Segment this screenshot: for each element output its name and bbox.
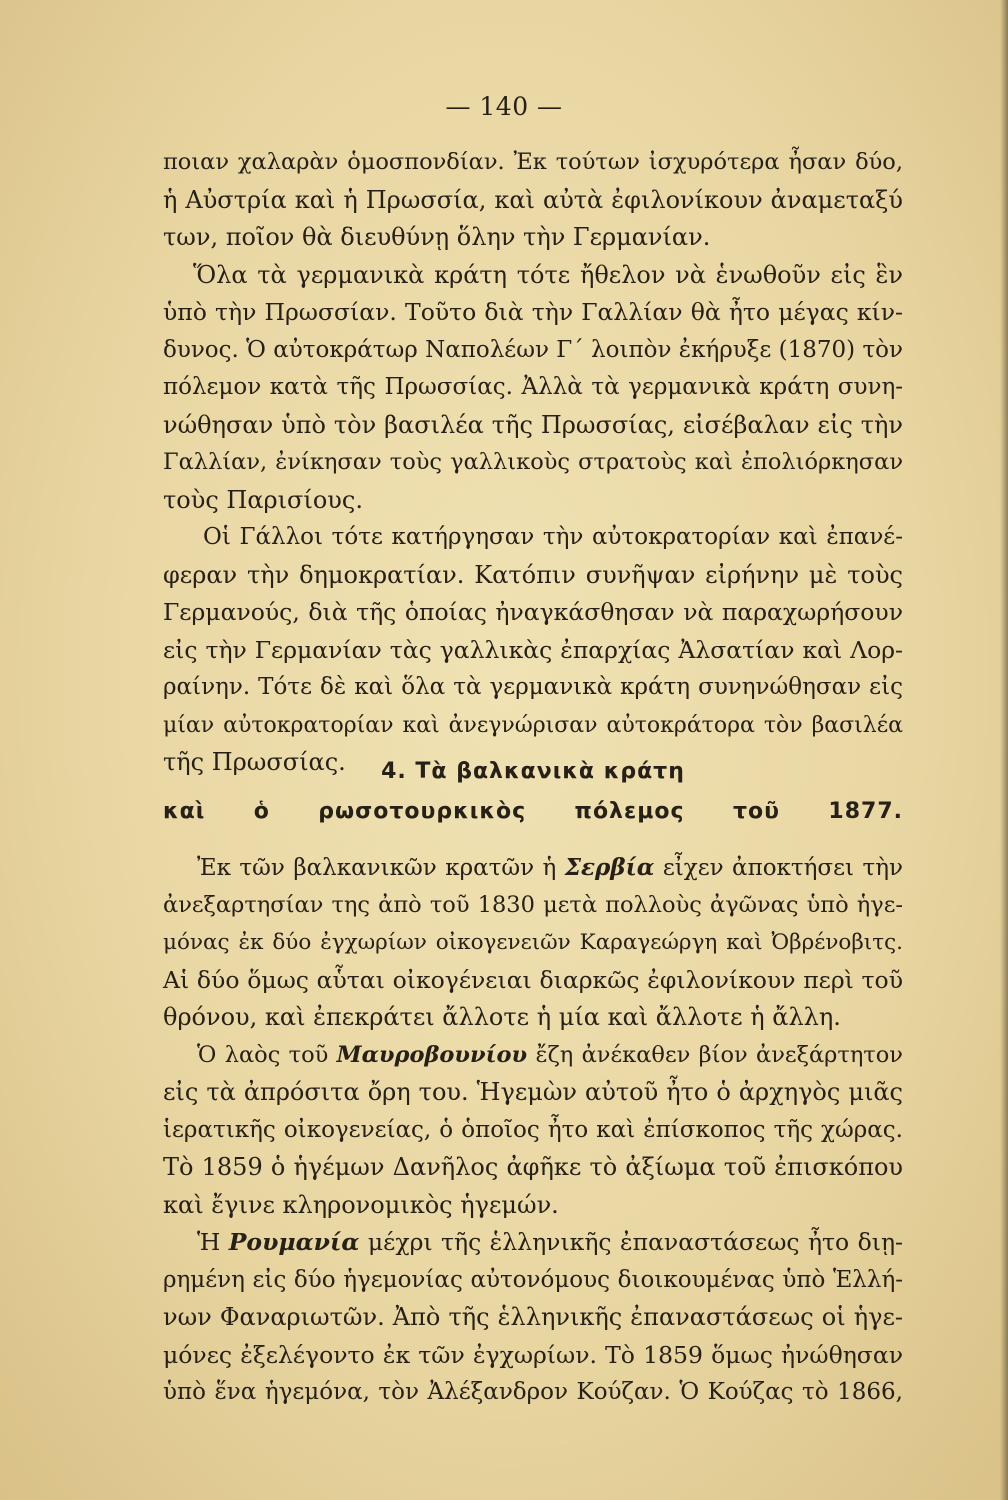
text-line: Γερμανούς, διὰ τῆς ὁποίας ἠναγκάσθησαν νὰ παραχωρήσουν [163,598,903,626]
text-line: ποιαν χαλαρὰν ὁμοσπονδίαν. Ἐκ τούτων ἰσχυρότερα ἦσαν δύο, [163,149,903,175]
text-line: μίαν αὐτοκρατορίαν καὶ ἀνεγνώρισαν αὐτοκράτορα τὸν βασιλέα [163,712,903,738]
text-line: μόνες ἐξελέγοντο ἐκ τῶν ἐγχωρίων. Τὸ 1859 ὅμως ἠνώθησαν [163,1340,903,1369]
text-block-germany [163,144,903,782]
text-line: ἀνεξαρτησίαν της ἀπὸ τοῦ 1830 μετὰ πολλοὺς ἀγῶνας ὑπὸ ἡγε- [163,891,903,918]
text-line: φεραν τὴν δημοκρατίαν. Κατόπιν συνῆψαν εἰρήνην μὲ τοὺς [163,560,903,589]
text-line: ἡ Αὐστρία καὶ ἡ Πρωσσία, καὶ αὐτὰ ἐφιλονίκουν ἀναμεταξύ [163,185,903,214]
text-line: Οἱ Γάλλοι τότε κατήργησαν τὴν αὐτοκρατορίαν καὶ ἐπανέ- [203,524,903,550]
text-line: νων Φαναριωτῶν. Ἀπὸ τῆς ἑλληνικῆς ἐπαναστάσεως οἱ ἡγε- [163,1303,903,1331]
text-line: θρόνου, καὶ ἐπεκράτει ἄλλοτε ἡ μία καὶ ἄλλοτε ἡ ἄλλη. [163,1003,841,1031]
text-segment: Ἐκ τῶν βαλκανικῶν κρατῶν ἡ [197,855,565,881]
text-segment: εἶχεν ἀποκτήσει τὴν [654,855,903,881]
text-line: των, ποῖον θὰ διευθύνῃ ὅλην τὴν Γερμανίαν. [163,223,711,251]
text-line: καὶ ἔγινε κληρονομικὸς ἡγεμών. [163,1190,559,1219]
text-line: δυνος. Ὁ αὐτοκράτωρ Ναπολέων Γ΄ λοιπὸν ἐκήρυξε (1870) τὸν [163,336,903,363]
text-line [163,1037,903,1075]
country-name-romania: Ρουμανία [228,1228,360,1256]
page-number: — 140 — [445,92,563,121]
section-heading-line-1: 4. Τὰ βαλκανικὰ κράτη [381,759,685,784]
text-line: Τὸ 1859 ὁ ἡγέμων Δανῆλος ἀφῆκε τὸ ἀξίωμα τοῦ ἐπισκόπου [163,1153,903,1181]
country-name-montenegro: Μαυροβουνίου [336,1041,528,1068]
text-line [163,1224,903,1262]
text-segment: Ἡ [197,1228,229,1256]
text-line: ραίνην. Τότε δὲ καὶ ὅλα τὰ γερμανικὰ κράτη συνηνώθησαν εἰς [163,674,903,700]
section-heading-line-2: καὶ ὁ ρωσοτουρκικὸς πόλεμος τοῦ 1877. [163,799,903,824]
text-line: τῆς Πρωσσίας. [163,748,346,776]
text-line: εἰς τὰ ἀπρόσιτα ὄρη του. Ἡγεμὼν αὐτοῦ ἦτο ὁ ἀρχηγὸς μιᾶς [163,1078,903,1106]
text-line: νώθησαν ὑπὸ τὸν βασιλέα τῆς Πρωσσίας, εἰσέβαλαν εἰς τὴν [163,410,903,439]
page-edge-shadow [1000,0,1008,1500]
text-segment: μέχρι τῆς ἑλληνικῆς ἐπαναστάσεως ἦτο διῃ- [359,1228,903,1256]
text-line: πόλεμον κατὰ τῆς Πρωσσίας. Ἀλλὰ τὰ γερμανικὰ κράτη συνη- [163,374,903,400]
text-line: ὑπὸ τὴν Πρωσσίαν. Τοῦτο διὰ τὴν Γαλλίαν θὰ ἦτο μέγας κίν- [163,298,903,326]
text-line: Γαλλίαν, ἐνίκησαν τοὺς γαλλικοὺς στρατοὺς καὶ ἐπολιόρκησαν [163,449,903,475]
text-line: Ὅλα τὰ γερμανικὰ κράτη τότε ἤθελον νὰ ἑνωθοῦν εἰς ἓν [193,260,903,289]
text-line: ἱερατικῆς οἰκογενείας, ὁ ὁποῖος ἦτο καὶ ἐπίσκοπος τῆς χώρας. [163,1116,903,1143]
text-line: τοὺς Παρισίους. [163,485,363,514]
text-line: ὑπὸ ἕνα ἡγεμόνα, τὸν Ἀλέξανδρον Κούζαν. Ὁ Κούζας τὸ 1866, [163,1379,903,1405]
text-line: ρημένη εἰς δύο ἡγεμονίας αὐτονόμους διοικουμένας ὑπὸ Ἑλλή- [163,1266,903,1293]
section-heading [163,752,903,832]
text-line: Αἱ δύο ὅμως αὗται οἰκογένειαι διαρκῶς ἐφιλονίκουν περὶ τοῦ [163,965,903,994]
country-name-serbia: Σερβία [564,854,655,881]
text-line: εἰς τὴν Γερμανίαν τὰς γαλλικὰς ἐπαρχίας Ἀλσατίαν καὶ Λορ- [163,635,903,664]
text-segment: ἔζη ἀνέκαθεν βίον ἀνεξάρτητον [527,1041,903,1068]
text-line: μόνας ἐκ δύο ἐγχωρίων οἰκογενειῶν Καραγεώργη καὶ Ὀβρένοβιτς. [163,930,903,955]
text-segment: Ὁ λαὸς τοῦ [197,1041,337,1068]
text-block-balkans [163,849,903,1412]
text-line [163,849,903,887]
